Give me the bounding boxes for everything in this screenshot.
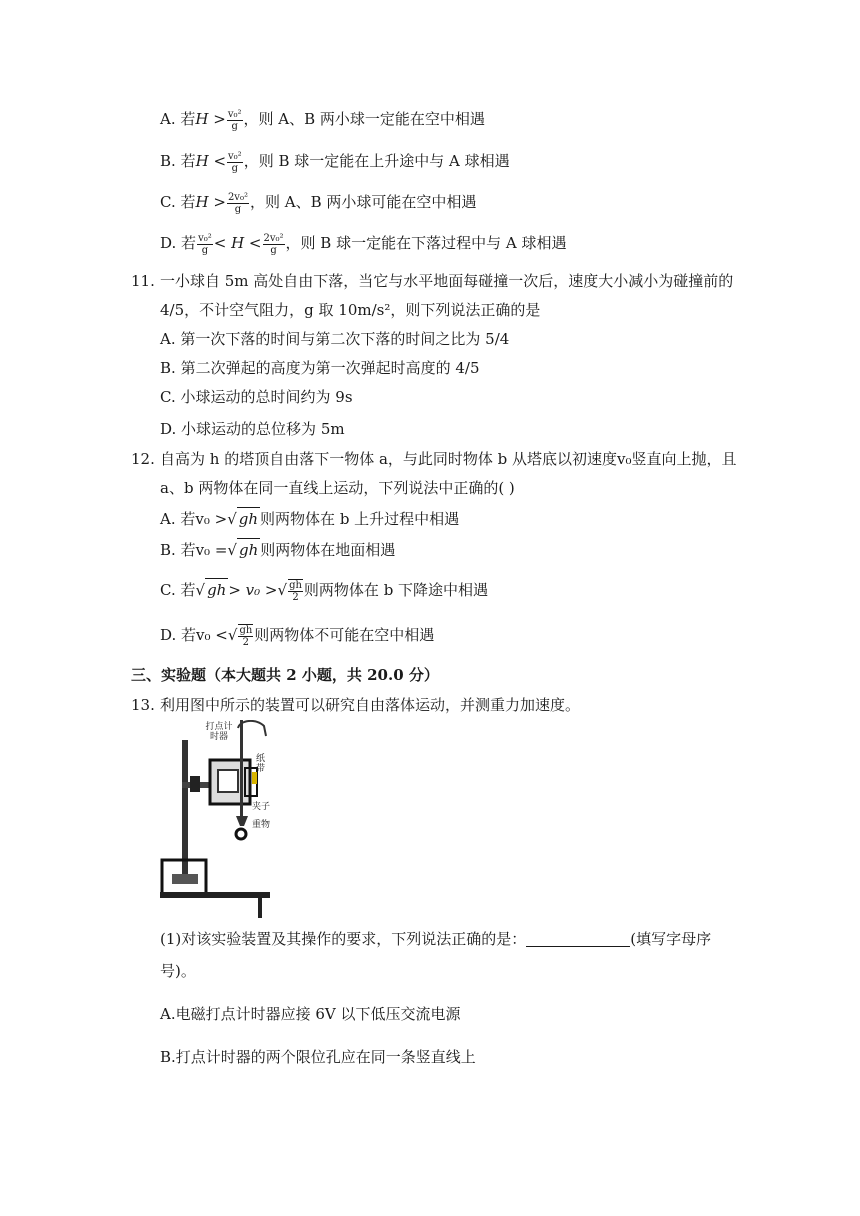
q11-option-c: C. 小球运动的总时间约为 9s	[160, 388, 353, 406]
q11-stem-line1: 一小球自 5m 高处自由下落，当它与水平地面每碰撞一次后，速度大小减小为碰撞前的	[160, 272, 734, 290]
q10-option-d: D. 若 $\frac{\text{v₀²}}{g}$ < H < $\frac{\text{2v₀²}}{g}$ ，则 B 球一定能在下落过程中与 A 球相遇	[160, 232, 567, 256]
q12-option-c: C. 若√ gh > v₀ >√ $\frac{gh}{2}$ 则两物体在 b 下降途中相遇	[160, 580, 489, 603]
q10-option-a: A. 若H > $\frac{\text{v₀²}}{g}$ ，则 A、B 两小球一定能在空中相遇	[160, 108, 485, 132]
q12-stem-line1: 自高为 h 的塔顶自由落下一物体 a，与此同时物体 b 从塔底以初速度v₀竖直向上抛，且	[160, 450, 737, 468]
q10-option-c: C. 若H > $\frac{\text{2v₀²}}{g}$ ，则 A、B 两小球可能在空中相遇	[160, 191, 477, 215]
q12-option-b: B. 若v₀ =√ gh 则两物体在地面相遇	[160, 538, 395, 561]
answer-blank[interactable]	[526, 930, 630, 947]
section-title: 三、实验题（本大题共 2 小题，共 20.0 分）	[131, 666, 439, 684]
apparatus-figure	[160, 720, 270, 920]
label-tape: 纸带	[256, 754, 266, 774]
q13-number: 13.	[131, 696, 155, 714]
q12-option-d: D. 若v₀ <√ $\frac{gh}{2}$ 则两物体不可能在空中相遇	[160, 625, 435, 648]
label-timer: 打点计时器	[205, 722, 233, 742]
q10-option-b: B. 若H < $\frac{\text{v₀²}}{g}$ ，则 B 球一定能在上升途中与 A 球相遇	[160, 150, 510, 174]
q11-option-a: A. 第一次下落的时间与第二次下落的时间之比为 5/4	[160, 330, 510, 348]
q13-stem: 利用图中所示的装置可以研究自由落体运动，并测重力加速度。	[160, 696, 581, 714]
label-weight: 重物	[252, 820, 271, 830]
q12-option-a: A. 若v₀ >√ gh 则两物体在 b 上升过程中相遇	[160, 507, 459, 530]
q11-option-d: D. 小球运动的总位移为 5m	[160, 420, 345, 438]
q13-choice-b: B.打点计时器的两个限位孔应在同一条竖直线上	[160, 1048, 476, 1066]
q11-number: 11.	[131, 272, 155, 290]
q13-sub1-line1: (1)对该实验装置及其操作的要求，下列说法正确的是： (填写字母序	[160, 930, 712, 948]
label-clip: 夹子	[252, 802, 271, 812]
q11-option-b: B. 第二次弹起的高度为第一次弹起时高度的 4/5	[160, 359, 480, 377]
q13-choice-a: A.电磁打点计时器应接 6V 以下低压交流电源	[160, 1005, 461, 1023]
q12-number: 12.	[131, 450, 155, 468]
q12-stem-line2: a、b 两物体在同一直线上运动，下列说法中正确的( )	[160, 479, 515, 497]
q13-sub1-line2: 号)。	[160, 962, 196, 980]
q11-stem-line2: 4/5，不计空气阻力，g 取 10m/s²，则下列说法正确的是	[160, 301, 541, 319]
